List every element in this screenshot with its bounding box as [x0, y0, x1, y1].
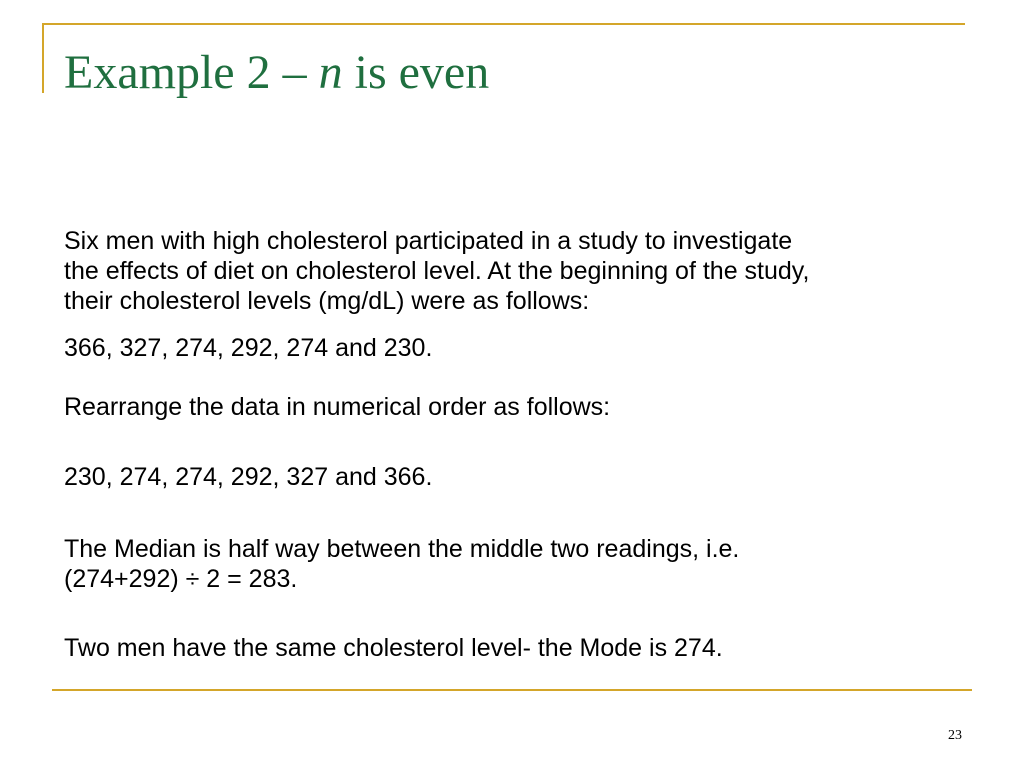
- median-line-2: (274+292) ÷ 2 = 283.: [64, 565, 298, 593]
- intro-line-1: Six men with high cholesterol participated in a study to investigate: [64, 227, 793, 255]
- sorted-data-line: 230, 274, 274, 292, 327 and 366.: [64, 463, 433, 491]
- intro-line-2: the effects of diet on cholesterol level. At the beginning of the study,: [64, 257, 810, 285]
- intro-line-3: their cholesterol levels (mg/dL) were as follows:: [64, 287, 590, 315]
- raw-data-line: 366, 327, 274, 292, 274 and 230.: [64, 334, 433, 362]
- page-number: 23: [948, 728, 962, 743]
- median-line-1: The Median is half way between the middle two readings, i.e.: [64, 535, 740, 563]
- slide-title: [64, 43, 489, 103]
- left-frame-rule: [42, 23, 44, 93]
- title-variable: n: [318, 46, 343, 99]
- rearrange-line: Rearrange the data in numerical order as follows:: [64, 393, 611, 421]
- mode-line: Two men have the same cholesterol level- the Mode is 274.: [64, 634, 723, 662]
- title-suffix: is even: [342, 46, 490, 99]
- title-prefix: Example 2 –: [64, 46, 319, 99]
- footer-divider: [52, 689, 972, 691]
- top-frame-rule: [42, 23, 965, 25]
